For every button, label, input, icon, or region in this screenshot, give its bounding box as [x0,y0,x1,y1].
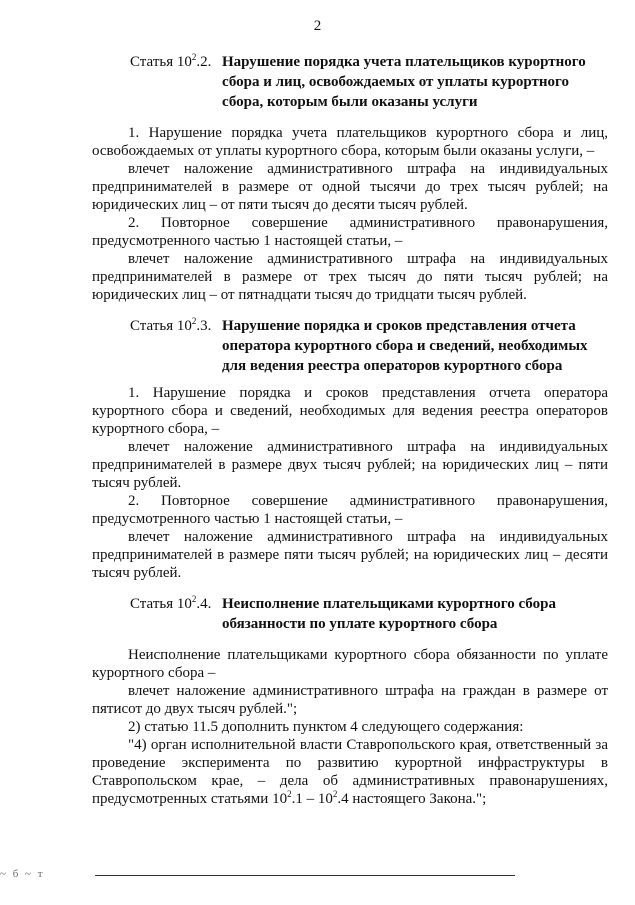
paragraph: Неисполнение плательщиками курортного сбора обязанности по уплате курортного сбора – [92,647,608,681]
paragraph: влечет наложение административного штрафа на граждан в размере от пятисот до двух тысяч рублей."; [92,683,608,717]
article-label: Статья $10^2.4$. [130,594,212,612]
article-label: Статья $10^2.3$. [130,316,212,334]
paragraph: 2) статью 11.5 дополнить пунктом 4 следующего содержания: [128,719,524,735]
paragraph: 2. Повторное совершение административного правонарушения, предусмотренного частью 1 настоящей статьи, – [92,215,608,249]
paragraph: 2. Повторное совершение административного правонарушения, предусмотренного частью 1 настоящей статьи, – [92,493,608,527]
paragraph: 1. Нарушение порядка и сроков представления отчета оператора курортного сбора и сведений, необходимых для ведения реестра операторов курортного сбора, – [92,385,608,437]
article-title: Нарушение порядка учета плательщиков курортного сбора и лиц, освобождаемых от уплаты курортного сбора, которым были оказаны услуги [222,54,586,110]
footer-mark: ~ б ~ т [0,868,45,880]
page-number: 2 [313,18,322,34]
article-heading-10-2-2 [130,52,592,112]
article-label: Статья $10^2.2$. [130,52,212,70]
paragraph: влечет наложение административного штрафа на индивидуальных предпринимателей в размере от трех тысяч до пяти тысяч рублей; на юридических лиц – от пятнадцати тысяч до тридцати тысяч рублей. [92,251,608,303]
footer-divider [95,875,515,876]
paragraph: влечет наложение административного штрафа на индивидуальных предпринимателей в размере двух тысяч рублей; на юридических лиц – пяти тысяч рублей. [92,439,608,491]
paragraph-amendment: "4) орган исполнительной власти Ставропольского края, ответственный за проведение эксперимента по развитию курортной инфраструктуры в Ставропольском крае, – дела об административных правонарушениях, предусмотренных статьями $10^2.1 - 10^2.4$ настоящего Закона."; [92,737,608,807]
paragraph: влечет наложение административного штрафа на индивидуальных предпринимателей в размере от одной тысячи до трех тысяч рублей; на юридических лиц – от пяти тысяч до десяти тысяч рублей. [92,161,608,213]
article-title: Нарушение порядка и сроков представления отчета оператора курортного сбора и сведений, необходимых для ведения реестра операторов курортного сбора [222,318,588,374]
paragraph: 1. Нарушение порядка учета плательщиков курортного сбора и лиц, освобождаемых от уплаты курортного сбора, которым были оказаны услуги, – [92,125,608,159]
article-title: Неисполнение плательщиками курортного сбора обязанности по уплате курортного сбора [222,596,556,632]
article-heading-10-2-4 [130,594,592,634]
paragraph: влечет наложение административного штрафа на индивидуальных предпринимателей в размере пяти тысяч рублей; на юридических лиц – десяти тысяч рублей. [92,529,608,581]
article-heading-10-2-3 [130,316,592,376]
